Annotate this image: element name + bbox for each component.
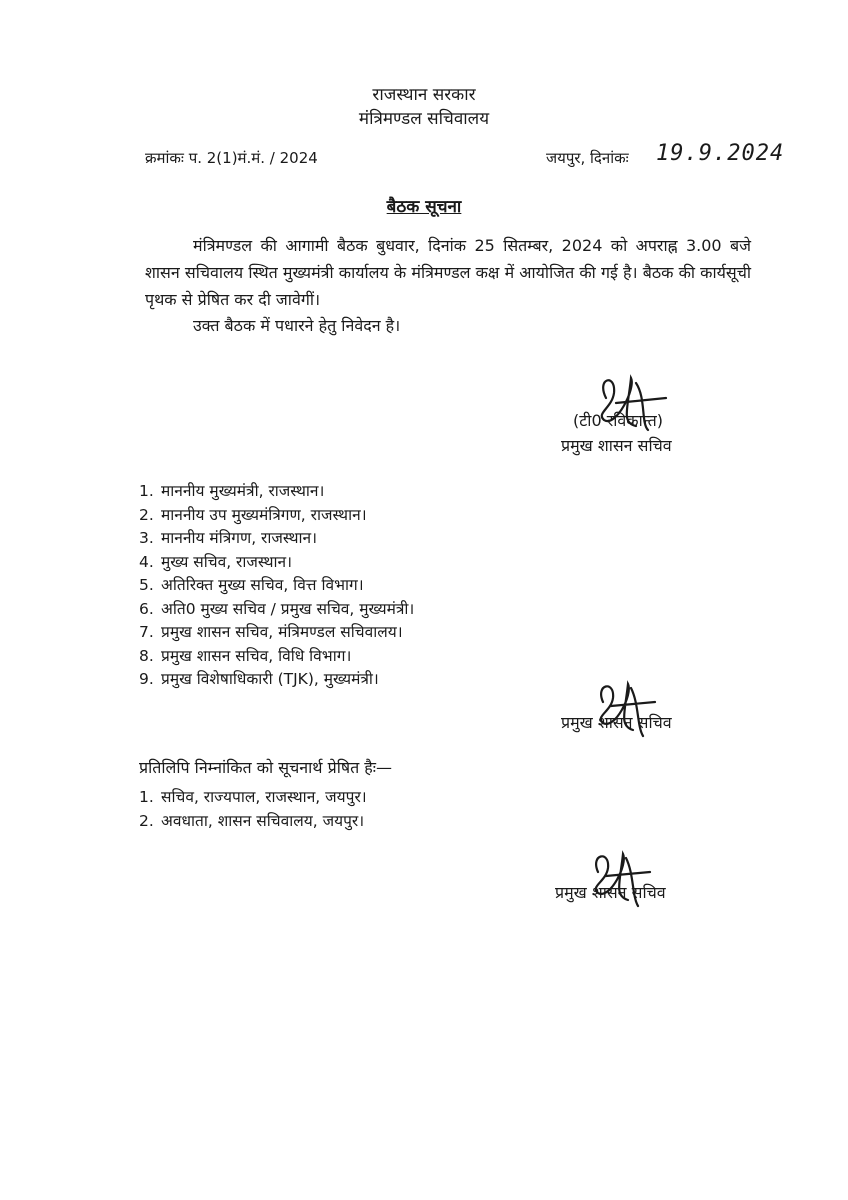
list-item <box>139 527 414 551</box>
place-date-label: जयपुर, दिनांकः <box>546 149 629 167</box>
second-signatory-designation: प्रमुख शासन सचिव <box>561 713 672 732</box>
department-header: मंत्रिमण्डल सचिवालय <box>358 109 490 129</box>
list-item-number: 1. <box>139 788 154 806</box>
list-item-number: 2. <box>139 811 154 830</box>
copy-heading: प्रतिलिपि निम्नांकित को सूचनार्थ प्रेषित हैः— <box>139 758 393 777</box>
list-item-text: माननीय मुख्यमंत्री, राजस्थान। <box>161 482 325 500</box>
list-item-number: 2. <box>139 505 154 524</box>
list-item-number: 5. <box>139 576 154 594</box>
list-item-text: प्रमुख शासन सचिव, मंत्रिमण्डल सचिवालय। <box>161 623 403 641</box>
body-paragraph: मंत्रिमण्डल की आगामी बैठक बुधवार, दिनांक 25 सितम्बर, 2024 को अपराह्न 3.00 बजे शासन सचिवालय स्थित मुख्यमंत्री कार्यालय के मंत्रिमण्डल कक्ष में आयोजित की गई है। बैठक की कार्यसूची पृथक से प्रेषित कर दी जावेगीं। <box>145 236 751 309</box>
list-item <box>139 645 414 669</box>
list-item-number: 1. <box>139 482 154 500</box>
list-item <box>139 480 414 504</box>
copy-list <box>139 786 367 833</box>
govt-header: राजस्थान सरकार <box>372 85 476 105</box>
list-item-number: 4. <box>139 552 154 571</box>
list-item-text: अवधाता, शासन सचिवालय, जयपुर। <box>161 811 365 830</box>
reference-number: क्रमांकः प. 2(1)मं.मं. / 2024 <box>145 149 318 167</box>
list-item-text: अतिरिक्त मुख्य सचिव, वित्त विभाग। <box>161 576 364 594</box>
list-item-text: मुख्य सचिव, राजस्थान। <box>161 552 293 571</box>
list-item-text: प्रमुख विशेषाधिकारी (TJK), मुख्यमंत्री। <box>161 670 379 688</box>
handwritten-date: 19.9.2024 <box>656 141 785 166</box>
list-item-text: सचिव, राज्यपाल, राजस्थान, जयपुर। <box>161 788 367 806</box>
list-item <box>139 786 367 810</box>
signatory-name: (टी0 रविकान्त) <box>573 411 664 430</box>
list-item <box>139 810 367 834</box>
list-item-text: माननीय मंत्रिगण, राजस्थान। <box>161 529 318 547</box>
request-paragraph: उक्त बैठक में पधारने हेतु निवेदन है। <box>193 316 401 335</box>
list-item <box>139 574 414 598</box>
list-item-number: 8. <box>139 646 154 665</box>
third-signatory-designation: प्रमुख शासन सचिव <box>555 883 666 902</box>
list-item <box>139 621 414 645</box>
list-item <box>139 551 414 575</box>
notice-title: बैठक सूचना <box>386 197 462 217</box>
list-item-number: 6. <box>139 599 154 618</box>
list-item-number: 9. <box>139 670 154 688</box>
list-item-text: माननीय उप मुख्यमंत्रिगण, राजस्थान। <box>161 505 367 524</box>
recipient-list <box>139 480 414 692</box>
signatory-designation: प्रमुख शासन सचिव <box>561 436 672 455</box>
list-item-text: अति0 मुख्य सचिव / प्रमुख सचिव, मुख्यमंत्री। <box>161 599 415 618</box>
list-item-number: 7. <box>139 623 154 641</box>
list-item-text: प्रमुख शासन सचिव, विधि विभाग। <box>161 646 352 665</box>
list-item <box>139 598 414 622</box>
list-item <box>139 504 414 528</box>
list-item <box>139 668 414 692</box>
list-item-number: 3. <box>139 529 154 547</box>
